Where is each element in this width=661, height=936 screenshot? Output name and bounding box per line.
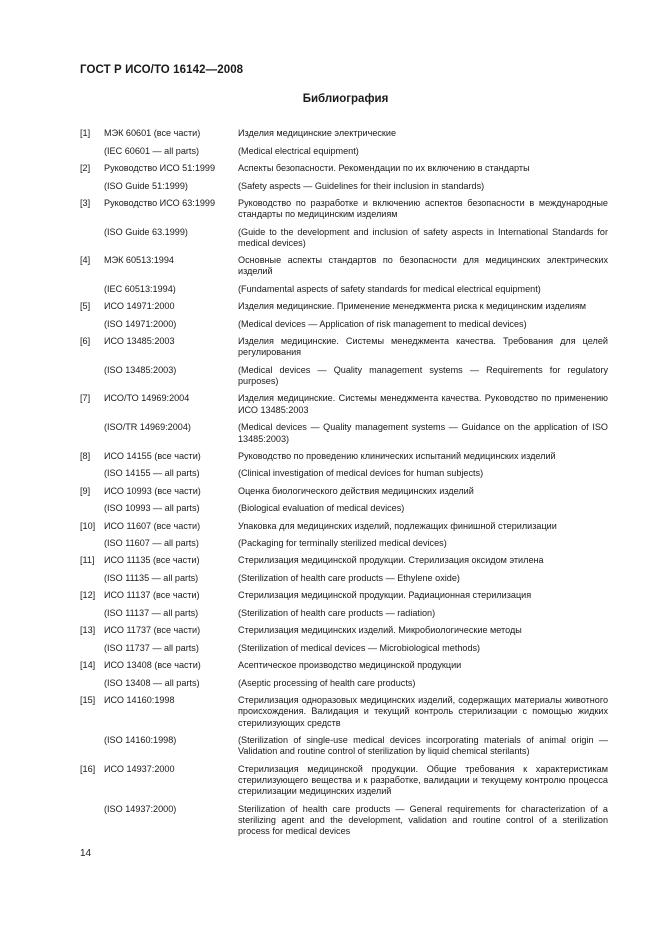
entry-standard-code: ИСО 11137 (все части) [104, 590, 200, 601]
entry-standard-code: (ISO 10993 — all parts) [104, 503, 200, 514]
entry-standard-code: ИСО/ТО 14969:2004 [104, 393, 190, 404]
entry-title: (Clinical investigation of medical devices for human subjects) [238, 468, 484, 479]
bibliography-entry [80, 538, 610, 549]
bibliography-entry [80, 625, 610, 636]
bibliography-entry [80, 555, 610, 566]
entry-standard-code: ИСО 14160:1998 [104, 695, 175, 706]
entry-title: Стерилизация одноразовых медицинских изделий, содержащих материалы животного происхождения. Валидация и текущий контроль стерилизации с помощью жидких стерилизующих средств [238, 695, 608, 728]
entry-title: (Medical devices — Quality management systems — Requirements for regulatory purposes) [238, 365, 608, 387]
entry-number: [6] [80, 336, 91, 347]
entry-standard-code: ИСО 11135 (все части) [104, 555, 200, 566]
entry-standard-code: (ISO 11607 — all parts) [104, 538, 199, 549]
entry-title: (Sterilization of medical devices — Microbiological methods) [238, 643, 481, 653]
bibliography-entry [80, 422, 610, 444]
entry-standard-code: ИСО 11607 (все части) [104, 520, 201, 531]
bibliography-entry [80, 227, 610, 249]
entry-title: (Sterilization of health care products — Ethylene oxide) [238, 573, 460, 584]
entry-standard-code: Руководство ИСО 51:1999 [104, 162, 216, 173]
entry-standard-code: ИСО 14937:2000 [104, 763, 175, 774]
entry-number: [15] [80, 695, 96, 706]
bibliography-entry [80, 128, 610, 139]
entry-standard-code: (ISO 14971:2000) [104, 318, 177, 329]
entry-number: [16] [80, 763, 96, 774]
entry-title: Изделия медицинские. Системы менеджмента качества. Руководство по применению ИСО 13485:2003 [238, 393, 608, 415]
entry-title: Руководство по проведению клинических испытаний медицинских изделий [238, 450, 556, 461]
bibliography-entry [80, 486, 610, 497]
entry-number: [5] [80, 301, 91, 312]
entry-title: Асептическое производство медицинской продукции [238, 660, 462, 671]
entry-title: (Aseptic processing of health care products) [238, 677, 416, 688]
entry-standard-code: (IEC 60513:1994) [104, 284, 176, 295]
entry-title: (Medical electrical equipment) [238, 145, 359, 156]
entry-title: Стерилизация медицинских изделий. Микробиологические методы [238, 625, 522, 636]
entry-standard-code: (ISO 11137 — all parts) [104, 608, 199, 619]
bibliography-entry [80, 678, 610, 689]
entry-standard-code: (ISO 13485:2003) [104, 365, 177, 376]
entry-standard-code: (ISO 14160:1998) [104, 735, 177, 746]
document-header: ГОСТ Р ИСО/ТО 16142—2008 [80, 64, 244, 76]
entry-number: [4] [80, 255, 91, 266]
entry-number: [3] [80, 197, 91, 208]
entry-number: [8] [80, 450, 91, 461]
entry-standard-code: (ISO 14155 — all parts) [104, 468, 200, 479]
entry-title: (Sterilization of health care products — radiation) [238, 608, 436, 619]
entry-number: [11] [80, 555, 95, 566]
bibliography-entry [80, 764, 610, 798]
entry-standard-code: (ISO Guide 51:1999) [104, 180, 188, 191]
entry-standard-code: (ISO 14937:2000) [104, 803, 177, 814]
bibliography-entry [80, 468, 610, 479]
bibliography-entry [80, 301, 610, 312]
entry-number: [7] [80, 393, 91, 404]
entry-title: Изделия медицинские. Системы менеджмента качества. Требования для целей регулирования [238, 336, 608, 358]
entry-standard-code: МЭК 60601 (все части) [104, 128, 201, 138]
entry-standard-code: ИСО 10993 (все части) [104, 485, 201, 496]
entry-standard-code: ИСО 14971:2000 [104, 301, 175, 312]
bibliography-entry [80, 198, 610, 220]
entry-title: Основные аспекты стандартов по безопасности для медицинских электрических изделий [238, 255, 608, 277]
entry-standard-code: (ISO 13408 — all parts) [104, 677, 200, 688]
entry-title: Упаковка для медицинских изделий, подлежащих финишной стерилизации [238, 520, 557, 531]
entry-title: (Medical devices — Application of risk management to medical devices) [238, 318, 527, 329]
entry-title: Руководство по разработке и включению аспектов безопасности в международные стандарты по медицинским изделиям [238, 197, 608, 220]
entry-title: (Packaging for terminally sterilized medical devices) [238, 538, 447, 549]
entry-number: [2] [80, 162, 91, 173]
bibliography-entry [80, 365, 610, 387]
entry-title: (Fundamental aspects of safety standards for medical electrical equipment) [238, 284, 541, 295]
bibliography-list [80, 128, 610, 843]
entry-number: [13] [80, 625, 96, 636]
entry-title: (Medical devices — Quality management systems — Guidance on the application of ISO 13485:2003) [238, 422, 608, 444]
bibliography-entry [80, 521, 610, 532]
entry-standard-code: МЭК 60513:1994 [104, 255, 174, 266]
entry-standard-code: (ISO 11135 — all parts) [104, 573, 199, 584]
entry-number: [10] [80, 520, 96, 531]
entry-standard-code: ИСО 13485:2003 [104, 336, 175, 347]
entry-standard-code: (ISO 11737 — all parts) [104, 643, 199, 653]
entry-number: [14] [80, 660, 96, 671]
entry-number: [9] [80, 485, 91, 496]
bibliography-entry [80, 284, 610, 295]
bibliography-entry [80, 695, 610, 729]
entry-title: (Safety aspects — Guidelines for their inclusion in standards) [238, 180, 485, 191]
entry-standard-code: (IEC 60601 — all parts) [104, 145, 200, 156]
entry-standard-code: (ISO/TR 14969:2004) [104, 422, 191, 433]
bibliography-entry [80, 573, 610, 584]
entry-title: Изделия медицинские. Применение менеджмента риска к медицинским изделиям [238, 301, 587, 312]
entry-title: Стерилизация медицинской продукции. Стерилизация оксидом этилена [238, 555, 544, 566]
entry-title: (Biological evaluation of medical devices) [238, 503, 405, 514]
entry-title: Стерилизация медицинской продукции. Общие требования к характеристикам стерилизующего вещества и к разработке, валидации и текущему контролю процесса стерилизации медицинских изделий [238, 763, 608, 797]
bibliography-entry [80, 503, 610, 514]
bibliography-entry [80, 393, 610, 415]
bibliography-entry [80, 590, 610, 601]
entry-standard-code: ИСО 11737 (все части) [104, 625, 201, 636]
bibliography-entry [80, 643, 610, 654]
bibliography-entry [80, 163, 610, 174]
bibliography-entry [80, 146, 610, 157]
entry-standard-code: ИСО 14155 (все части) [104, 450, 201, 461]
bibliography-entry [80, 660, 610, 671]
entry-title: (Guide to the development and inclusion of safety aspects in International Standards for medical devices) [238, 226, 608, 248]
entry-standard-code: Руководство ИСО 63:1999 [104, 197, 216, 208]
bibliography-entry [80, 319, 610, 330]
bibliography-entry [80, 255, 610, 277]
bibliography-entry [80, 804, 610, 838]
entry-number: [1] [80, 128, 91, 138]
entry-title: Sterilization of health care products — General requirements for characterization of a sterilizing agent and the development, validation and routine control of a sterilization process for medical devices [238, 803, 608, 837]
entry-title: Изделия медицинские электрические [238, 128, 397, 138]
entry-title: (Sterilization of single-use medical devices incorporating materials of animal origin — Validation and routine control of sterilization by liquid chemical sterilants) [238, 735, 608, 757]
bibliography-entry [80, 336, 610, 358]
bibliography-entry [80, 608, 610, 619]
bibliography-entry [80, 735, 610, 757]
section-title: Библиография [302, 93, 389, 105]
entry-standard-code: (ISO Guide 63.1999) [104, 226, 188, 237]
bibliography-entry [80, 181, 610, 192]
bibliography-entry [80, 451, 610, 462]
entry-standard-code: ИСО 13408 (все части) [104, 660, 201, 671]
page-number: 14 [80, 848, 92, 859]
entry-title: Оценка биологического действия медицинских изделий [238, 485, 474, 496]
entry-number: [12] [80, 590, 96, 601]
entry-title: Аспекты безопасности. Рекомендации по их включению в стандарты [238, 162, 530, 173]
entry-title: Стерилизация медицинской продукции. Радиационная стерилизация [238, 590, 532, 601]
